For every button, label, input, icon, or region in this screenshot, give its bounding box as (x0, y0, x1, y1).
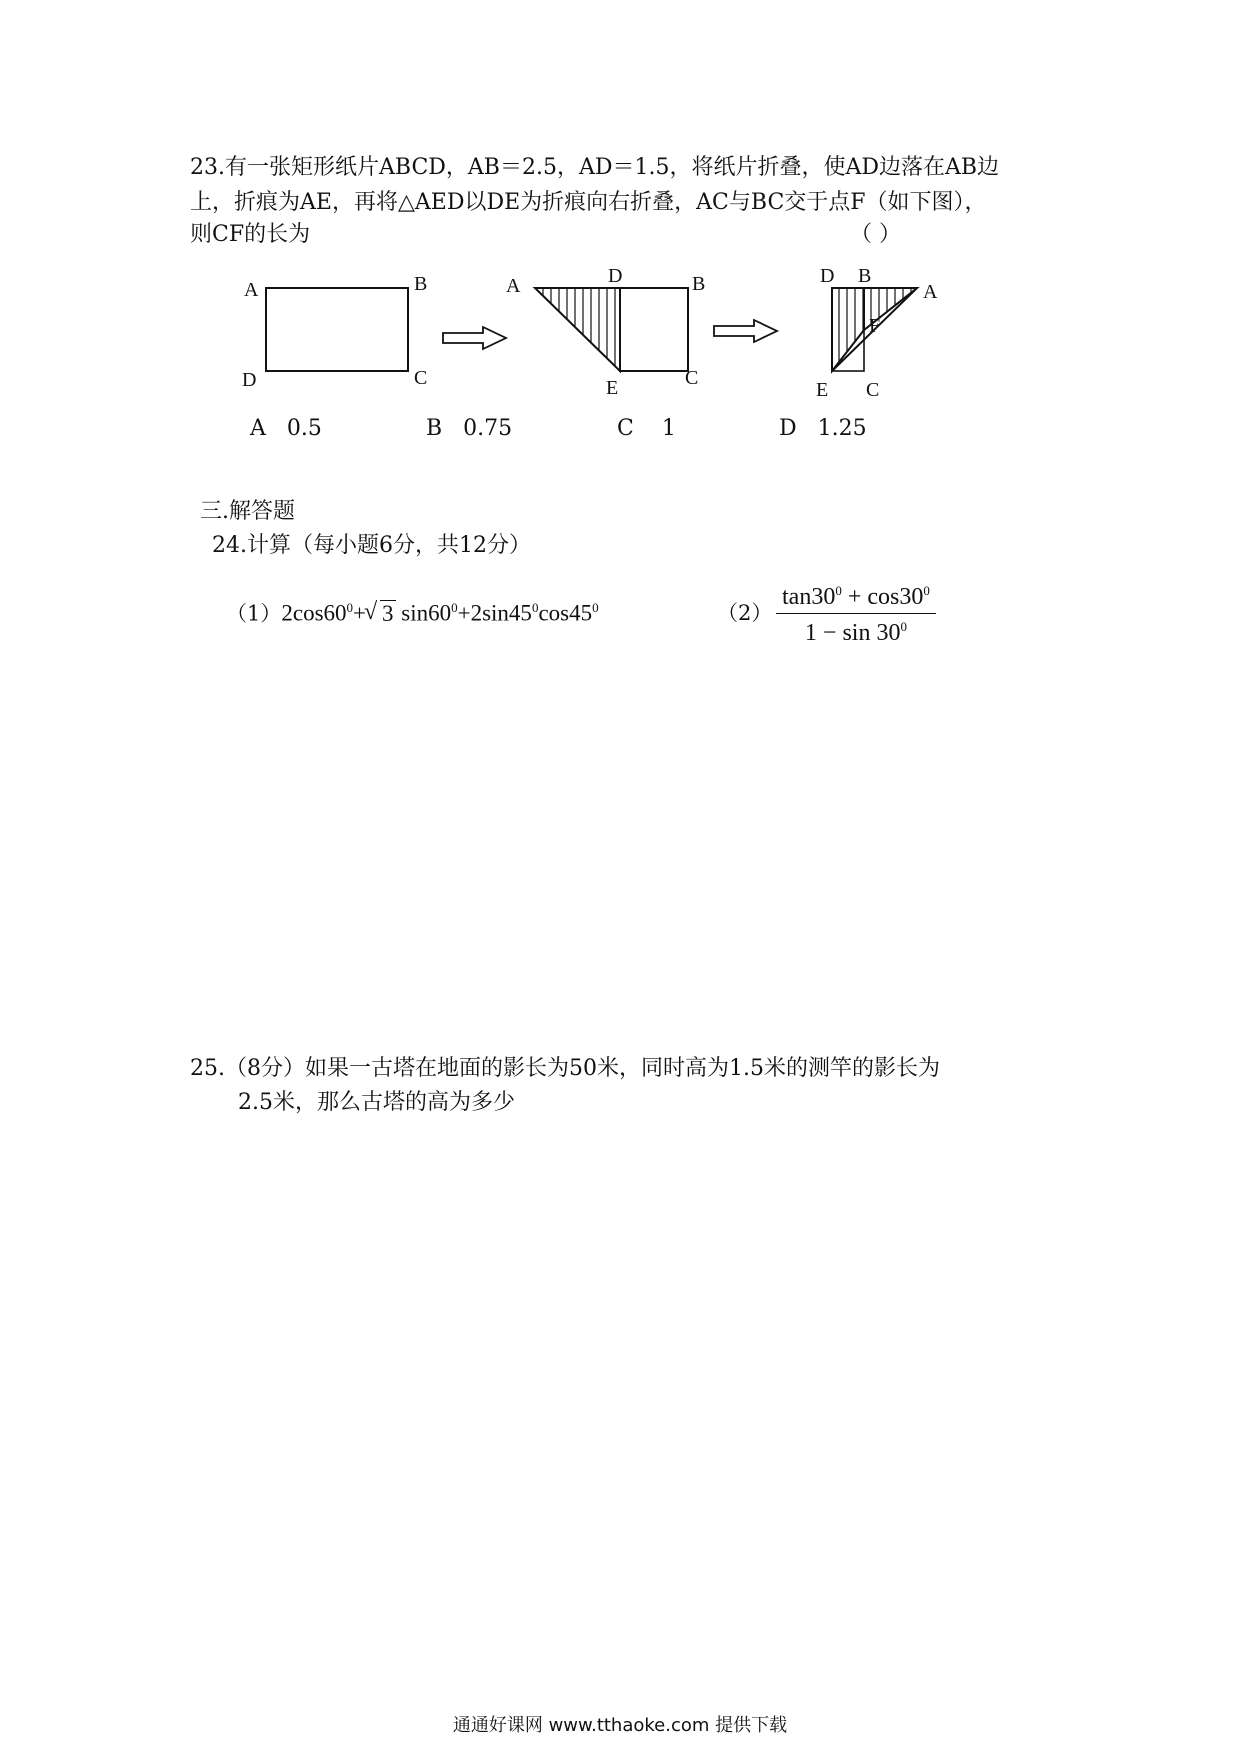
folded-triangle-hatched (535, 288, 620, 371)
fraction-numerator: $\tan 30^0 + \cos 30^0$ (776, 584, 936, 614)
sqrt-symbol: √ 3 (366, 602, 396, 625)
q23-line-2: 上，折痕为AE，再将△AED以DE为折痕向右折叠，AC与BC交于点F（如下图）， (190, 190, 987, 215)
q23-line-1: 23.有一张矩形纸片ABCD，AB＝2.5，AD＝1.5，将纸片折叠，使AD边落在AB边 (190, 155, 1000, 180)
fig2-label-a: A (506, 275, 521, 297)
fig2-label-e: E (606, 377, 619, 399)
page-footer: 通通好课网 www.tthaoke.com 提供下载 (452, 1715, 788, 1736)
option-a: A 0.5 (250, 416, 322, 441)
fig3-label-b: B (858, 265, 872, 287)
q24-part2-fraction (776, 584, 936, 645)
q25-line-1: 25.（8分）如果一古塔在地面的影长为50米，同时高为1.5米的测竿的影长为 (190, 1056, 940, 1081)
fig3-label-a: A (923, 281, 938, 303)
fig2-label-c: C (685, 367, 699, 389)
fig3-label-e: E (816, 379, 829, 401)
q24-title: 24.计算（每小题6分，共12分） (212, 533, 531, 558)
fig1-label-a: A (244, 279, 259, 301)
fig1-label-b: B (414, 273, 428, 295)
triangle-def-hatched (832, 288, 864, 371)
remaining-rectangle (620, 288, 688, 371)
fig3-label-c: C (866, 379, 880, 401)
fig1-label-c: C (414, 367, 428, 389)
arrow-right-icon (714, 320, 777, 342)
arrow-right-icon (443, 327, 506, 349)
section-heading: 三.解答题 (200, 499, 295, 524)
rectangle-abcd (266, 288, 408, 371)
q23-line-3: 则CF的长为 (190, 222, 311, 247)
folding-figure (230, 260, 970, 410)
q24-part1-label: （1） (226, 601, 282, 626)
q25-line-2: 2.5米，那么古塔的高为多少 (238, 1090, 515, 1115)
option-b: B 0.75 (426, 416, 513, 441)
fraction-denominator: $1 - \sin 30^0$ (804, 619, 907, 646)
option-c: C 1 (617, 416, 676, 441)
q24-part1: $(1)2\cos 60^0+√$ 3 $\sin 60^0+2\sin 45^0\cos 45^0$ (226, 601, 599, 625)
option-d: D 1.25 (779, 416, 867, 441)
q24-part2-label: （2） (717, 601, 773, 625)
fig1-label-d: D (242, 369, 257, 391)
fig3-label-f: F (869, 315, 881, 337)
fig2-label-b: B (692, 273, 706, 295)
fig2-label-d: D (608, 265, 623, 287)
fig3-label-d: D (820, 265, 835, 287)
q23-answer-bracket: （ ） (850, 222, 901, 247)
